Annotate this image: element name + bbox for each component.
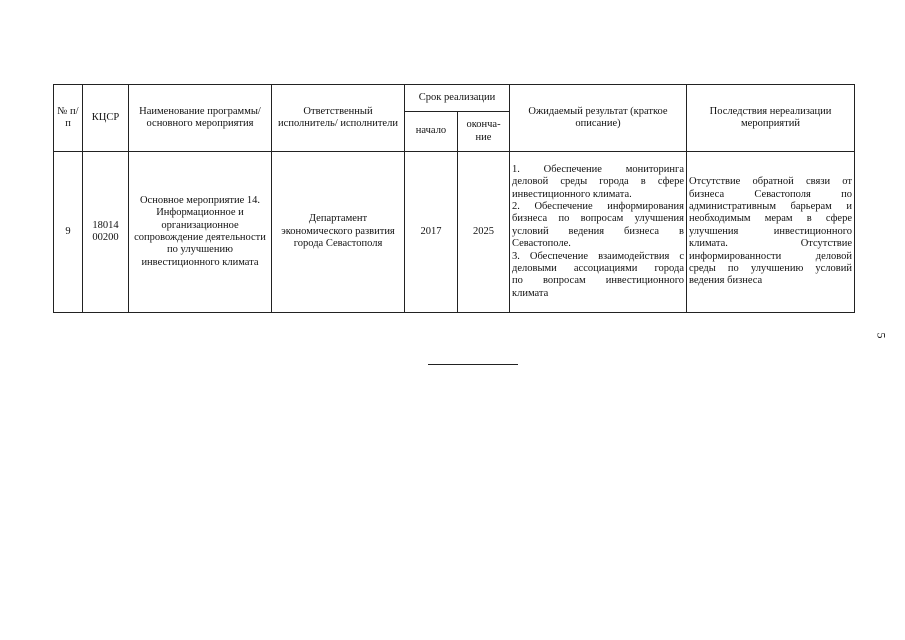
result-line: деловой среды города в сфере bbox=[512, 176, 684, 188]
row-kcsr-line1: 18014 bbox=[92, 219, 119, 231]
row-num: 9 bbox=[54, 152, 83, 313]
row-end: 2025 bbox=[458, 152, 510, 313]
row-consequences bbox=[687, 152, 855, 313]
header-responsible: Ответственный исполнитель/ исполнители bbox=[272, 85, 405, 152]
result-line: климата bbox=[512, 287, 549, 299]
consequence-line: Отсутствие обратной связи от bbox=[689, 176, 852, 188]
consequence-line: улучшения инвестиционного bbox=[689, 225, 852, 237]
consequence-line: административным барьерам и bbox=[689, 200, 852, 212]
result-line: 1. Обеспечение мониторинга bbox=[512, 163, 684, 175]
row-responsible: Департамент экономического развития города Севастополя bbox=[272, 152, 405, 313]
header-kcsr: КЦСР bbox=[83, 85, 129, 152]
result-line: деловыми ассоциациями города bbox=[512, 263, 684, 275]
header-end: оконча-ние bbox=[458, 112, 510, 152]
row-start: 2017 bbox=[405, 152, 458, 313]
row-kcsr-line2: 00200 bbox=[92, 232, 119, 243]
consequence-line: информированности деловой bbox=[689, 250, 852, 262]
consequence-line: среды по улучшению условий bbox=[689, 263, 852, 275]
header-period: Срок реализации bbox=[405, 85, 510, 112]
result-line: бизнеса по вопросам улучшения bbox=[512, 213, 684, 225]
result-line: по вопросам инвестиционного bbox=[512, 275, 684, 287]
row-kcsr bbox=[83, 152, 129, 313]
separator-line bbox=[428, 364, 518, 365]
header-consequences: Последствия нереализации мероприятий bbox=[687, 85, 855, 152]
consequence-line: климата. Отсутствие bbox=[689, 238, 852, 250]
result-line: инвестиционного климата. bbox=[512, 188, 632, 200]
row-result bbox=[510, 152, 687, 313]
consequence-line: необходимым мерам в сфере bbox=[689, 213, 852, 225]
result-line: 3. Обеспечение взаимодействия с bbox=[512, 250, 684, 262]
page-number: 5 bbox=[874, 332, 889, 339]
row-name: Основное мероприятие 14. Информационное и организационное сопровождение деятельности по улучшению инвестиционного климата bbox=[129, 152, 272, 313]
result-line: условий ведения бизнеса в bbox=[512, 225, 684, 237]
table-row bbox=[54, 152, 855, 313]
header-num: № п/п bbox=[54, 85, 83, 152]
consequence-line: бизнеса Севастополя по bbox=[689, 188, 852, 200]
result-line: Севастополе. bbox=[512, 238, 571, 250]
header-start: начало bbox=[405, 112, 458, 152]
header-result: Ожидаемый результат (краткое описание) bbox=[510, 85, 687, 152]
result-line: 2. Обеспечение информирования bbox=[512, 200, 684, 212]
program-table bbox=[53, 84, 855, 313]
consequence-line: ведения бизнеса bbox=[689, 275, 763, 287]
header-name: Наименование программы/основного мероприятия bbox=[129, 85, 272, 152]
